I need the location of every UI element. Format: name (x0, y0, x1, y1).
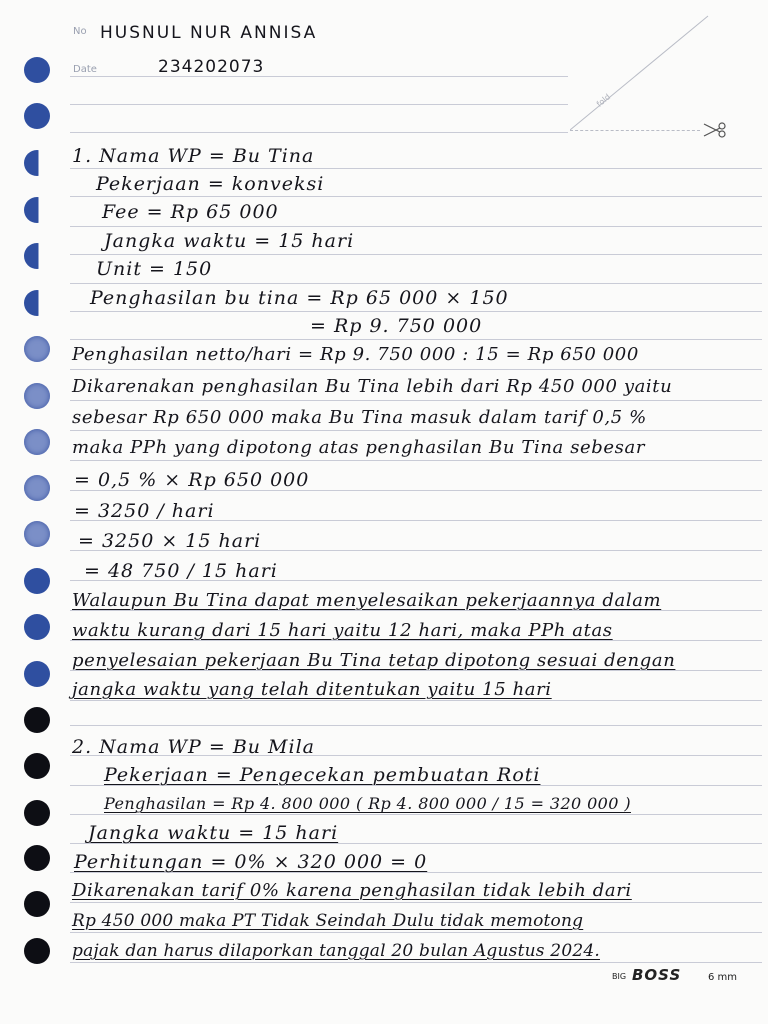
line-2: Pekerjaan = konveksi (96, 173, 325, 195)
line-7: = Rp 9. 750 000 (310, 315, 483, 337)
binder-hole (24, 845, 50, 871)
line-3: Fee = Rp 65 000 (102, 201, 279, 223)
ruled-line (70, 104, 568, 105)
binder-hole (24, 753, 50, 779)
binder-hole (24, 661, 50, 687)
ruled-line (70, 932, 762, 933)
line-16: Walaupun Bu Tina dapat menyelesaikan pekerjaannya dalam (72, 590, 662, 611)
line-8: Penghasilan netto/hari = Rp 9. 750 000 : 15 = Rp 650 000 (72, 344, 639, 365)
fold-label: fold (594, 92, 613, 109)
student-name: HUSNUL NUR ANNISA (100, 23, 318, 43)
cut-dashed-line (570, 130, 700, 131)
no-label: No (73, 26, 87, 37)
line-5: Unit = 150 (96, 258, 213, 280)
ruled-line (70, 902, 762, 903)
binder-hole (24, 800, 50, 826)
student-id: 234202073 (158, 57, 265, 77)
ruled-line (70, 132, 568, 133)
ruled-line (70, 311, 762, 312)
binder-hole (24, 891, 50, 917)
binder-hole (24, 614, 50, 640)
binder-hole (24, 103, 50, 129)
line-1: 1. Nama WP = Bu Tina (72, 145, 315, 167)
binder-hole (24, 938, 50, 964)
ruled-line (70, 254, 762, 255)
line-13: = 3250 / hari (74, 500, 215, 522)
binder-hole (24, 150, 50, 176)
fold-guide-line (570, 14, 710, 134)
line-22: Penghasilan = Rp 4. 800 000 ( Rp 4. 800 000 / 15 = 320 000 ) (104, 794, 631, 813)
binder-hole (24, 521, 50, 547)
ruled-line (70, 196, 762, 197)
ruled-line (70, 283, 762, 284)
ruled-line (70, 369, 762, 370)
line-26: Rp 450 000 maka PT Tidak Seindah Dulu tidak memotong (72, 911, 584, 931)
line-27: pajak dan harus dilaporkan tanggal 20 bulan Agustus 2024. (72, 941, 600, 961)
brand-prefix: BIG (612, 972, 627, 981)
line-4: Jangka waktu = 15 hari (104, 230, 355, 252)
binder-hole (24, 475, 50, 501)
line-10: sebesar Rp 650 000 maka Bu Tina masuk dalam tarif 0,5 % (72, 407, 647, 428)
line-17: waktu kurang dari 15 hari yaitu 12 hari, maka PPh atas (72, 620, 613, 641)
binder-hole (24, 243, 50, 269)
binder-hole (24, 707, 50, 733)
ruled-line (70, 339, 762, 340)
ruled-line (70, 460, 762, 461)
line-24: Perhitungan = 0% × 320 000 = 0 (74, 851, 428, 873)
scissors-icon (702, 122, 728, 138)
line-6: Penghasilan bu tina = Rp 65 000 × 150 (90, 287, 509, 309)
binder-hole (24, 290, 50, 316)
line-9: Dikarenakan penghasilan Bu Tina lebih dari Rp 450 000 yaitu (72, 376, 673, 397)
line-18: penyelesaian pekerjaan Bu Tina tetap dipotong sesuai dengan (72, 650, 676, 671)
line-25: Dikarenakan tarif 0% karena penghasilan tidak lebih dari (72, 880, 632, 901)
ruled-line (70, 400, 762, 401)
binder-hole (24, 383, 50, 409)
date-label: Date (73, 64, 97, 75)
line-12: = 0,5 % × Rp 650 000 (74, 469, 310, 491)
line-14: = 3250 × 15 hari (78, 530, 262, 552)
brand-logo: BOSS (632, 966, 682, 984)
ruled-line (70, 430, 762, 431)
line-15: = 48 750 / 15 hari (84, 560, 278, 582)
ruled-line (70, 76, 568, 77)
line-11: maka PPh yang dipotong atas penghasilan Bu Tina sebesar (72, 437, 646, 458)
line-20: 2. Nama WP = Bu Mila (72, 736, 315, 758)
line-19: jangka waktu yang telah ditentukan yaitu 15 hari (72, 679, 552, 700)
binder-hole (24, 336, 50, 362)
ruled-line (70, 226, 762, 227)
binder-hole (24, 197, 50, 223)
binder-hole (24, 568, 50, 594)
binder-hole (24, 57, 50, 83)
ruled-line (70, 962, 762, 963)
ruled-line (70, 725, 762, 726)
ruled-line (70, 168, 762, 169)
ruling-size: 6 mm (708, 972, 738, 983)
binder-hole (24, 429, 50, 455)
line-21: Pekerjaan = Pengecekan pembuatan Roti (104, 764, 541, 786)
line-23: Jangka waktu = 15 hari (88, 822, 339, 844)
